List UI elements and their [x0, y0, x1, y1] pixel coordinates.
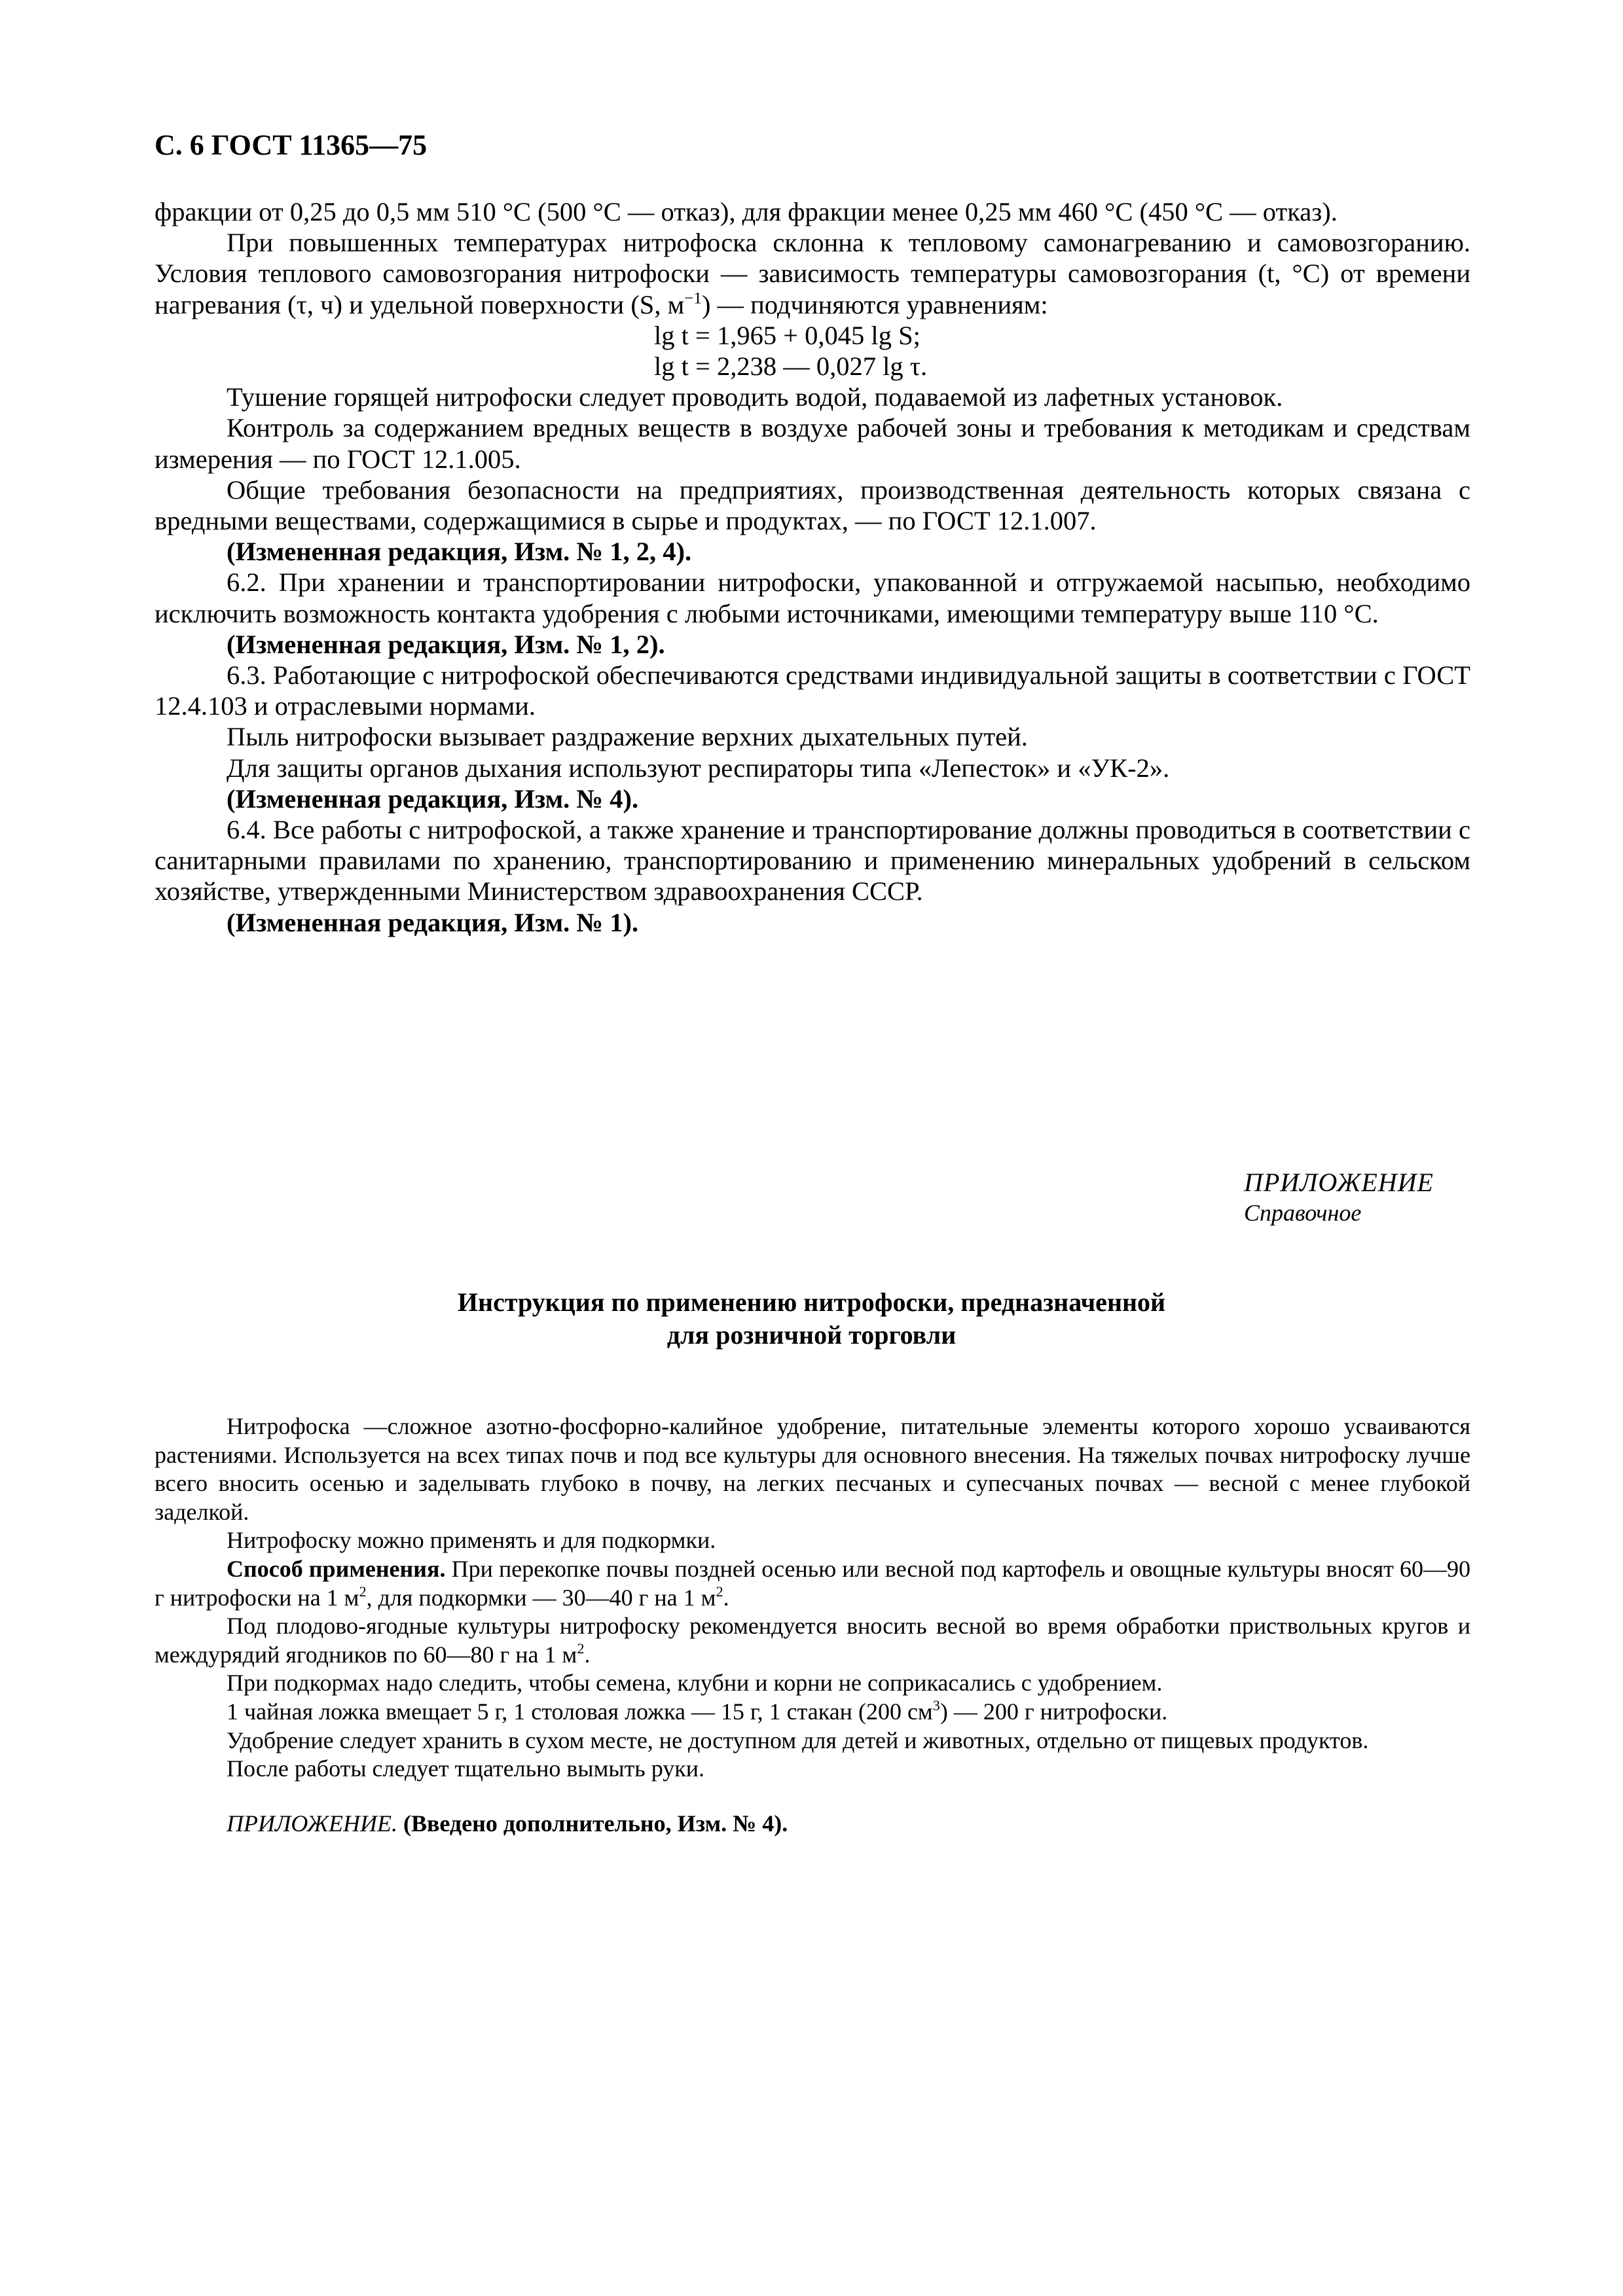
paragraph-dust: Пыль нитрофоски вызывает раздражение верхних дыхательных путей.	[227, 722, 1028, 752]
section-6-body	[155, 196, 1470, 938]
amendment-note: (Измененная редакция, Изм. № 4).	[227, 783, 639, 814]
instruction-title	[0, 1286, 1623, 1352]
instruction-paragraph: Под плодово-ягодные культуры нитрофоску рекомендуется вносить весной во время обработки приствольных кругов и междурядий ягодников по 60—80 г на 1 $м^2$.	[155, 1613, 1470, 1668]
instruction-paragraph: Нитрофоску можно применять и для подкормки.	[227, 1527, 716, 1554]
appendix-introduced-note: ПРИЛОЖЕНИЕ. (Введено дополнительно, Изм. № 4).	[227, 1810, 788, 1837]
paragraph-respirators: Для защиты органов дыхания используют респираторы типа «Лепесток» и «УК-2».	[227, 753, 1170, 783]
equations	[155, 320, 1470, 382]
amendment-note: (Измененная редакция, Изм. № 1, 2).	[227, 629, 665, 659]
paragraph-control: Контроль за содержанием вредных веществ в воздухе рабочей зоны и требования к методикам и средствам измерения — по ГОСТ 12.1.005.	[155, 413, 1470, 474]
superscript: 2	[716, 1583, 723, 1600]
equation-1: lg t = 1,965 + 0,045 lg S;	[654, 320, 921, 350]
instruction-paragraph: При подкормах надо следить, чтобы семена, клубни и корни не соприкасались с удобрением.	[227, 1670, 1163, 1696]
instruction-title-line-2: для розничной торговли	[666, 1320, 957, 1350]
appendix-title: ПРИЛОЖЕНИЕ	[1244, 1168, 1434, 1197]
paragraph-fraction-temps: фракции от 0,25 до 0,5 мм 510 °С (500 °С — отказ), для фракции менее 0,25 мм 460 °С (450 °С — отказ).	[155, 197, 1338, 226]
instruction-body	[155, 1412, 1470, 1838]
superscript: 3	[932, 1697, 940, 1714]
paragraph-general-safety: Общие требования безопасности на предприятиях, производственная деятельность которых связана с вредными веществами, содержащимися в сырье и продуктах, — по ГОСТ 12.1.007.	[155, 475, 1470, 536]
equation-2: lg t = 2,238 — 0,027 lg τ.	[654, 351, 928, 382]
instruction-paragraph: После работы следует тщательно вымыть руки.	[227, 1755, 705, 1782]
instruction-paragraph: Нитрофоска —сложное азотно-фосфорно-калийное удобрение, питательные элементы которого хорошо усваиваются растениями. Используется на всех типах почв и под все культуры для основного внесения. На тяжелых почвах нитрофоску лучше всего вносить осенью и заделывать глубоко в почву, на легких песчаных и супесчаных почвах — весной с менее глубокой заделкой.	[155, 1413, 1470, 1525]
instruction-paragraph-method: Способ применения. При перекопке почвы поздней осенью или весной под картофель и овощные культуры вносят 60—90 г нитрофоски на 1 $м^2$, для подкормки — 30—40 г на 1 $м^2$.	[155, 1555, 1470, 1611]
amendment-note: (Измененная редакция, Изм. № 1, 2, 4).	[227, 537, 692, 567]
instruction-paragraph: Удобрение следует хранить в сухом месте, не доступном для детей и животных, отдельно от пищевых продуктов.	[227, 1727, 1369, 1753]
paragraph-extinguish: Тушение горящей нитрофоски следует проводить водой, подаваемой из лафетных установок.	[227, 382, 1283, 412]
method-label: Способ применения.	[227, 1555, 446, 1582]
superscript: 2	[359, 1583, 367, 1600]
appendix-subtitle: Справочное	[1244, 1200, 1362, 1226]
superscript: −1	[684, 289, 702, 308]
page-header: С. 6 ГОСТ 11365—75	[155, 129, 428, 161]
superscript: 2	[577, 1640, 585, 1657]
amendment-note: (Измененная редакция, Изм. № 1).	[227, 907, 639, 937]
instruction-paragraph: 1 чайная ложка вмещает 5 г, 1 столовая ложка — 15 г, 1 стакан (200 $см^3$) — 200 г нитрофоски.	[227, 1697, 1168, 1725]
paragraph-6-4: 6.4. Все работы с нитрофоской, а также хранение и транспортирование должны проводиться в соответствии с санитарными правилами по хранению, транспортированию и применению минеральных удобрений в сельском хозяйстве, утвержденными Министерством здравоохранения СССР.	[155, 815, 1470, 906]
paragraph-6-3: 6.3. Работающие с нитрофоской обеспечиваются средствами индивидуальной защиты в соответствии с ГОСТ 12.4.103 и отраслевыми нормами.	[155, 660, 1470, 721]
paragraph-self-ignition: При повышенных температурах нитрофоска склонна к тепловому самонагреванию и самовозгоранию. Условия теплового самовозгорания нитрофоски — зависимость температуры самовозгорания (t, °С) от времени нагревания (τ, ч) и удельной поверхности (S, $м^{-1}$) — подчиняются уравнениям:	[155, 228, 1470, 319]
appendix-label	[1244, 1167, 1434, 1227]
instruction-title-line-1: Инструкция по применению нитрофоски, предназначенной	[457, 1287, 1166, 1317]
paragraph-6-2: 6.2. При хранении и транспортировании нитрофоски, упакованной и отгружаемой насыпью, необходимо исключить возможность контакта удобрения с любыми источниками, имеющими температуру выше 110 °С.	[155, 567, 1470, 628]
